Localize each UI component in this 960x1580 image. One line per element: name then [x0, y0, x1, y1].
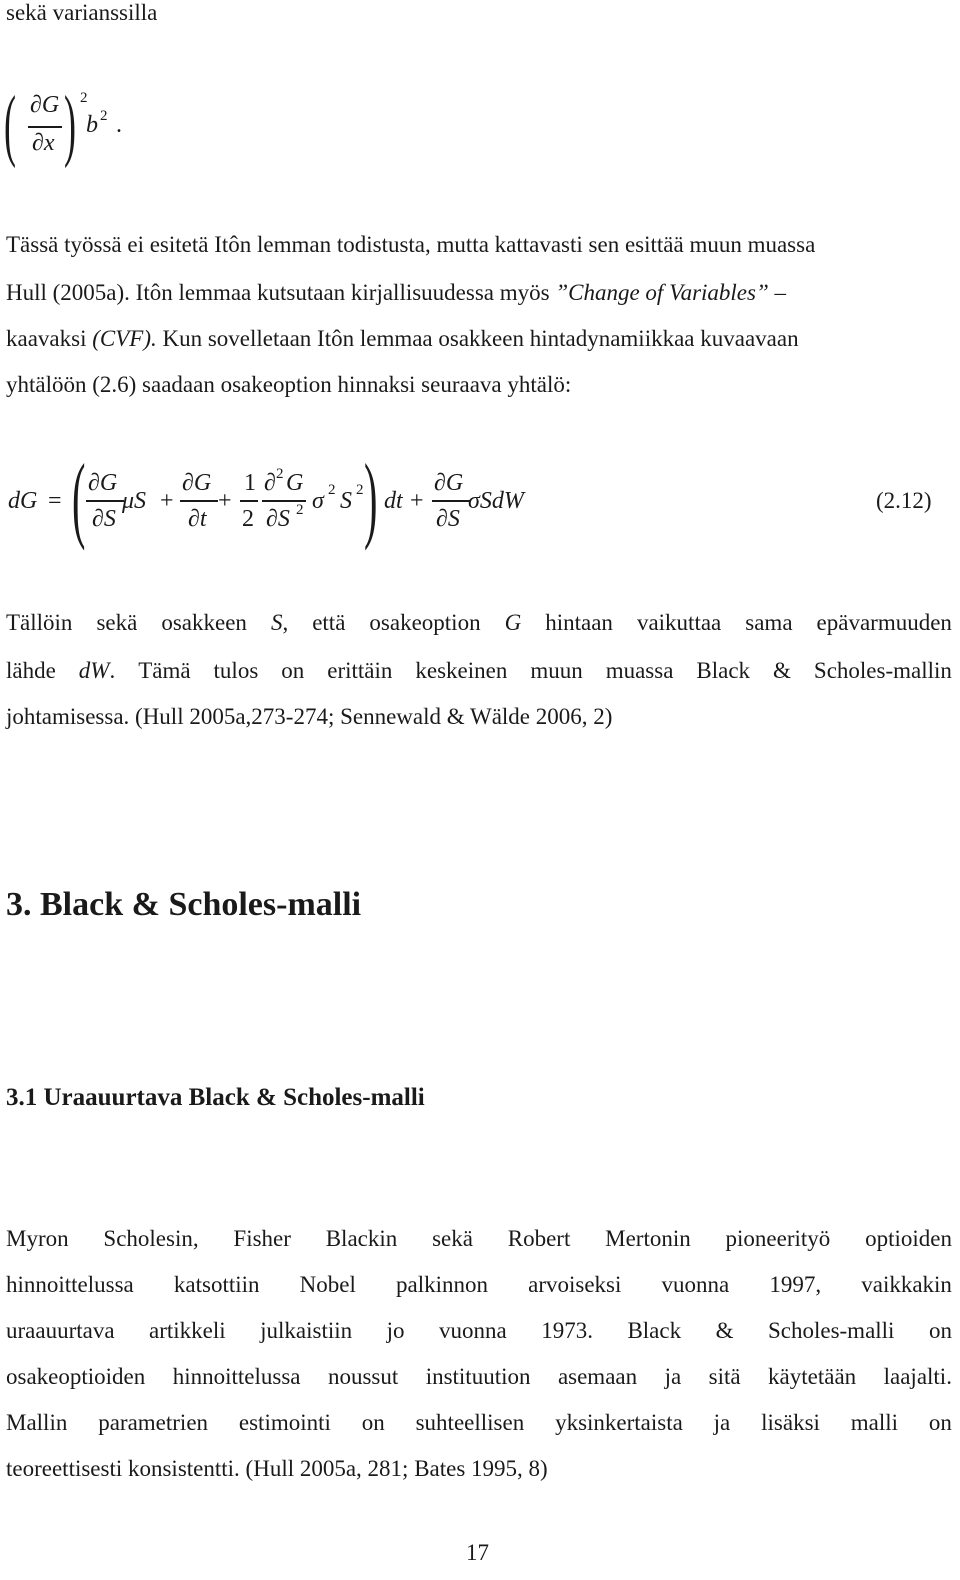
variance-numerator: ∂G [30, 92, 60, 118]
word: ja [664, 1364, 682, 1389]
p2-l1-w4: että [312, 610, 346, 635]
p2-l1-w6: hintaan [545, 610, 613, 635]
word: katsottiin [173, 1272, 260, 1297]
fraction-bar [28, 126, 62, 128]
word: laajalti. [883, 1364, 952, 1389]
p2-l1-w7: vaikuttaa [636, 610, 722, 635]
eq-s: S [340, 488, 352, 514]
word: Black [627, 1318, 682, 1343]
eq-f4-numerator-partial: ∂ [264, 470, 276, 496]
eq-right-paren: ) [364, 444, 378, 551]
paragraph1-line2: Hull (2005a). Itôn lemmaa kutsutaan kirjallisuudessa myös ”Change of Variables” – [6, 280, 787, 305]
p2-l1-w3: osakkeen [161, 610, 247, 635]
paragraph3-last-line: teoreettisesti konsistentti. (Hull 2005a, 281; Bates 1995, 8) [6, 1456, 548, 1481]
eq-sigma: σ [312, 488, 324, 514]
word: julkaistiin [260, 1318, 353, 1343]
word: Robert [507, 1226, 571, 1251]
eq-f5-denominator: ∂S [436, 506, 460, 532]
paragraph1-line1: Tässä työssä ei esitetä Itôn lemman todistusta, mutta kattavasti sen esittää muun muassa [6, 232, 816, 257]
word: lisäksi [761, 1410, 820, 1435]
word: vuonna [661, 1272, 730, 1297]
variance-factor-exponent: 2 [100, 108, 108, 124]
word: vuonna [439, 1318, 507, 1343]
word: ja [713, 1410, 731, 1435]
subsection-heading: 3.1 Uraauurtava Black & Scholes-malli [6, 1084, 425, 1111]
word: Blackin [325, 1226, 398, 1251]
word: on [928, 1410, 952, 1435]
word: estimointi [238, 1410, 331, 1435]
word: osakeoptioiden [6, 1364, 146, 1389]
word: vaikkakin [861, 1272, 952, 1297]
right-paren: ) [64, 81, 76, 169]
variance-exponent: 2 [80, 90, 88, 106]
word: & [715, 1318, 734, 1343]
eq-f5-numerator: ∂G [434, 470, 464, 496]
eq-f3-numerator: 1 [244, 470, 256, 496]
left-paren: ( [4, 81, 16, 169]
variance-factor: b [86, 112, 98, 138]
word: palkinnon [396, 1272, 488, 1297]
eq-f1-bar [86, 500, 124, 502]
word: hinnoittelussa [172, 1364, 301, 1389]
eq-f3-bar [240, 500, 258, 502]
word: sitä [708, 1364, 741, 1389]
paragraph3-line [6, 1318, 952, 1344]
eq-f4-numerator-g: G [286, 470, 304, 496]
variance-tail: . [116, 112, 122, 138]
eq-dt: dt [384, 488, 403, 514]
p2-l1-w2: sekä [96, 610, 138, 635]
word: instituution [425, 1364, 531, 1389]
p2-l1-g: G [504, 610, 522, 635]
word: Nobel [299, 1272, 356, 1297]
paragraph3-line [6, 1364, 952, 1390]
word: Mertonin [605, 1226, 691, 1251]
eq-plus-2: + [218, 488, 232, 514]
top-fragment-text: sekä varianssilla [6, 0, 158, 25]
p2-l1-w5: osakeoption [369, 610, 481, 635]
word: Mallin [6, 1410, 68, 1435]
paragraph2-line2: lähde dW. Tämä tulos on erittäin keskeinen muun muassa Black & Scholes-mallin [6, 658, 952, 683]
word: on [361, 1410, 385, 1435]
eq-equals: = [48, 488, 62, 514]
word: asemaan [557, 1364, 638, 1389]
eq-label: (2.12) [876, 488, 932, 513]
word: yksinkertaista [555, 1410, 683, 1435]
eq-f4-numerator-exp: 2 [276, 466, 284, 482]
paragraph2-line3: johtamisessa. (Hull 2005a,273-274; Sennewald & Wälde 2006, 2) [6, 704, 613, 729]
eq-f4-denominator: ∂S [266, 506, 290, 532]
eq-mu-s: μS [122, 488, 147, 514]
word: arvoiseksi [528, 1272, 622, 1297]
paragraph1-line3: kaavaksi (CVF). Kun sovelletaan Itôn lemmaa osakkeen hintadynamiikkaa kuvaavaan [6, 326, 799, 351]
word: 1973. [541, 1318, 593, 1343]
eq-f3-denominator: 2 [242, 506, 254, 532]
word: parametrien [98, 1410, 209, 1435]
eq-f2-denominator: ∂t [188, 506, 207, 532]
p2-l1-w1: Tällöin [6, 610, 73, 635]
equation-2-12 [0, 444, 960, 560]
eq-plus-3: + [410, 488, 424, 514]
eq-left-paren: ( [72, 444, 86, 551]
word: artikkeli [149, 1318, 226, 1343]
word: uraauurtava [6, 1318, 115, 1343]
variance-equation [0, 81, 200, 176]
word: suhteellisen [415, 1410, 525, 1435]
paragraph2-line1 [6, 610, 952, 636]
word: hinnoittelussa [6, 1272, 134, 1297]
word: Myron [6, 1226, 69, 1251]
eq-tail: σSdW [468, 488, 524, 514]
eq-f1-numerator: ∂G [88, 470, 118, 496]
word: Scholes-malli [767, 1318, 895, 1343]
paragraph3-line [6, 1410, 952, 1436]
page-number: 17 [466, 1540, 489, 1565]
eq-f4-denominator-exp: 2 [296, 502, 304, 518]
p2-l1-w9: epävarmuuden [816, 610, 952, 635]
paragraph3-line [6, 1272, 952, 1298]
paragraph3-line [6, 1226, 952, 1252]
word: noussut [327, 1364, 399, 1389]
section-heading: 3. Black & Scholes-malli [6, 886, 362, 923]
word: käytetään [768, 1364, 857, 1389]
p2-l1-w8: sama [745, 610, 793, 635]
eq-s-exp: 2 [356, 482, 364, 498]
word: on [928, 1318, 952, 1343]
eq-lhs: dG [8, 488, 38, 514]
eq-f2-bar [180, 500, 218, 502]
word: sekä [432, 1226, 473, 1251]
variance-denominator: ∂x [32, 130, 55, 156]
word: 1997, [769, 1272, 822, 1297]
eq-sigma-exp: 2 [328, 482, 336, 498]
eq-plus-1: + [160, 488, 174, 514]
eq-f1-denominator: ∂S [92, 506, 116, 532]
word: Scholesin, [103, 1226, 199, 1251]
p2-l1-s: S, [270, 610, 289, 635]
word: malli [850, 1410, 899, 1435]
word: pioneerityö [725, 1226, 831, 1251]
word: Fisher [233, 1226, 291, 1251]
paragraph1-line4: yhtälöön (2.6) saadaan osakeoption hinnaksi seuraava yhtälö: [6, 372, 572, 397]
word: optioiden [865, 1226, 952, 1251]
eq-f2-numerator: ∂G [182, 470, 212, 496]
word: jo [386, 1318, 405, 1343]
eq-f5-bar [432, 500, 470, 502]
